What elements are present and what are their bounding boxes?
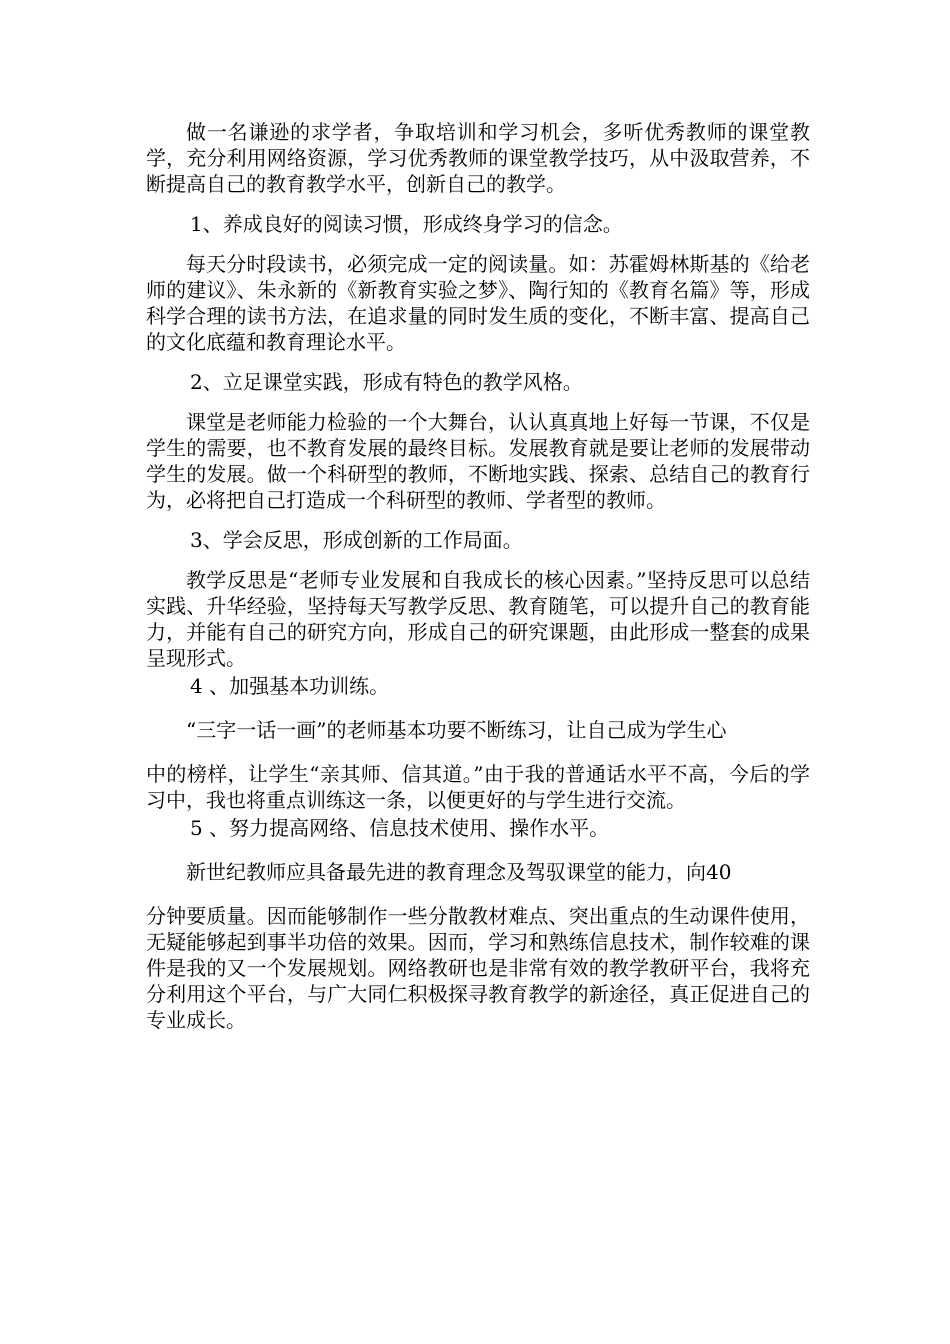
paragraph-reflection: 教学反思是“老师专业发展和自我成长的核心因素。”坚持反思可以总结实践、升华经验，坚持每天写教学反思、教育随笔，可以提升自己的教育能力，并能有自己的研究方向，形成自己的研究课题，由此形成一整套的成果呈现形式。 — [146, 568, 810, 670]
section-heading-3: 3、学会反思，形成创新的工作局面。 — [190, 528, 523, 552]
paragraph-basic-skills-line-1: “三字一话一画”的老师基本功要不断练习，让自己成为学生心 — [186, 718, 727, 742]
paragraph-basic-skills-continued: 中的榜样，让学生“亲其师、信其道。”由于我的普通话水平不高，今后的学习中，我也将重点训练这一条，以便更好的与学生进行交流。 — [146, 762, 810, 812]
paragraph-reading: 每天分时段读书，必须完成一定的阅读量。如：苏霍姆林斯基的《给老师的建议》、朱永新的《新教育实验之梦》、陶行知的《教育名篇》等，形成科学合理的读书方法，在追求量的同时发生质的变化，不断丰富、提高自己的文化底蕴和教育理论水平。 — [146, 252, 810, 354]
paragraph-technology-line-1: 新世纪教师应具备最先进的教育理念及驾驭课堂的能力，向40 — [186, 860, 732, 884]
section-heading-5: 5 、努力提高网络、信息技术使用、操作水平。 — [190, 816, 610, 840]
paragraph-classroom: 课堂是老师能力检验的一个大舞台，认认真真地上好每一节课，不仅是学生的需要，也不教育发展的最终目标。发展教育就是要让老师的发展带动学生的发展。做一个科研型的教师，不断地实践、探索、总结自己的教育行为，必将把自己打造成一个科研型的教师、学者型的教师。 — [146, 410, 810, 512]
paragraph-intro: 做一名谦逊的求学者，争取培训和学习机会，多听优秀教师的课堂教学，充分利用网络资源，学习优秀教师的课堂教学技巧，从中汲取营养，不断提高自己的教育教学水平，创新自己的教学。 — [146, 120, 810, 196]
paragraph-technology-continued: 分钟要质量。因而能够制作一些分散教材难点、突出重点的生动课件使用，无疑能够起到事半功倍的效果。因而，学习和熟练信息技术，制作较难的课件是我的又一个发展规划。网络教研也是非常有效的教学教研平台，我将充分利用这个平台，与广大同仁积极探寻教育教学的新途径，真正促进自己的专业成长。 — [146, 904, 810, 1032]
document-page — [146, 119, 810, 1033]
section-heading-4: 4 、加强基本功训练。 — [190, 674, 390, 698]
section-heading-2: 2、立足课堂实践，形成有特色的教学风格。 — [190, 370, 583, 394]
section-heading-1: 1、养成良好的阅读习惯，形成终身学习的信念。 — [190, 212, 623, 236]
